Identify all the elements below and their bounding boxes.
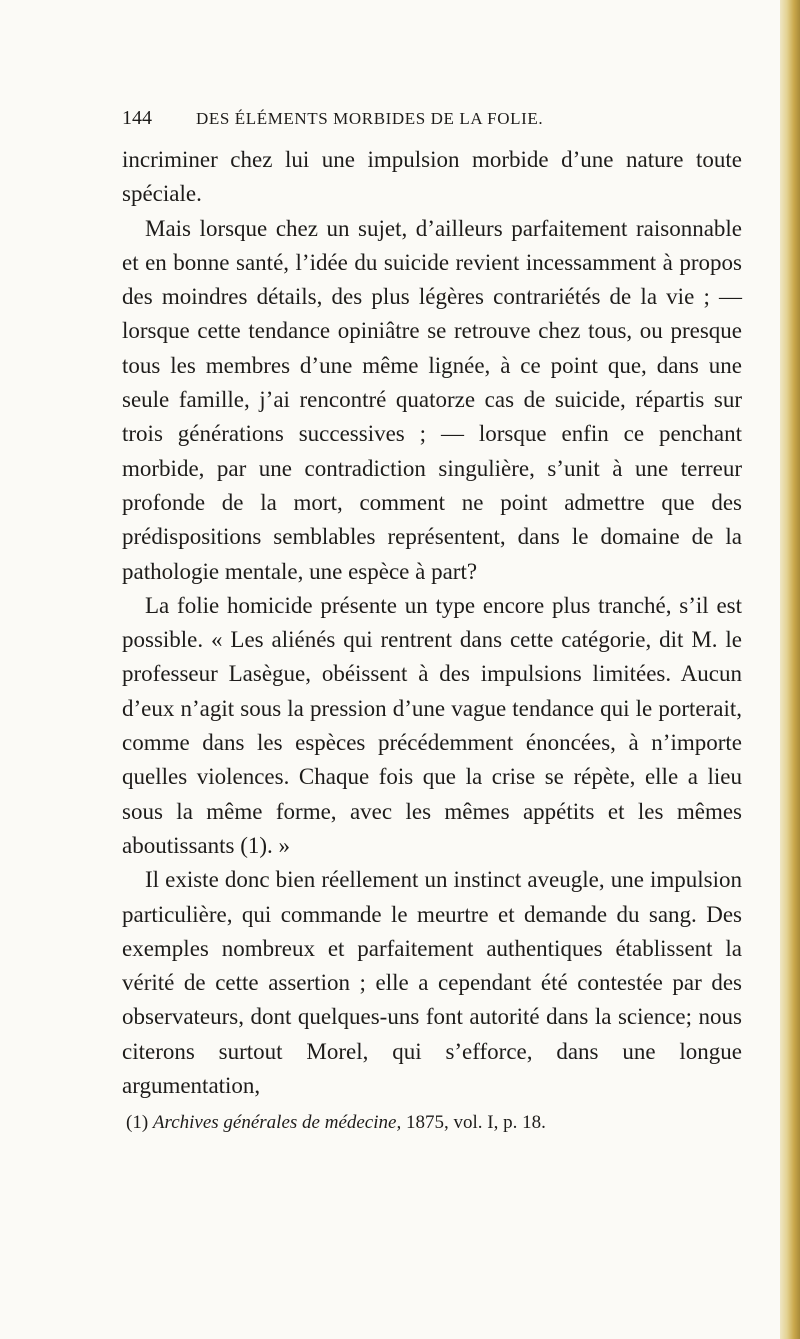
paragraph-1: incriminer chez lui une impulsion morbide d’une nature toute spéciale.: [122, 147, 742, 207]
paragraph-4: Il existe donc bien réellement un instinct aveugle, une impulsion particulière, qui commande le meurtre et demande du sang. Des exemples nombreux et parfaitement authentiques établissent la vérité de cette assertion ; elle a cependant été contestée par des observateurs, dont quelques-uns font autorité dans la science; nous citerons surtout Morel, qui s’efforce, dans une longue argumentation,: [122, 867, 742, 1099]
footnote-source: Archives générales de médecine,: [152, 1112, 402, 1134]
running-title: DES ÉLÉMENTS MORBIDES DE LA FOLIE.: [196, 109, 544, 128]
book-page: [122, 103, 742, 1135]
footnote-details: 1875, vol. I, p. 18.: [405, 1112, 546, 1134]
paragraph-3: La folie homicide présente un type encore plus tranché, s’il est possible. « Les aliénés qui rentrent dans cette catégorie, dit M. le professeur Lasègue, obéissent à des impulsions limitées. Aucun d’eux n’agit sous la pression d’une vague tendance qui le porterait, comme dans les espèces précédemment énoncées, à n’importe quelles violences. Chaque fois que la crise se répète, elle a lieu sous la même forme, avec les mêmes appétits et les mêmes aboutissants (1). »: [122, 592, 742, 858]
body-text: [122, 143, 742, 1103]
footnote: [122, 1111, 742, 1135]
running-head: [122, 103, 742, 143]
footnote-marker: (1): [126, 1112, 149, 1134]
page-number: 144: [122, 107, 152, 129]
paragraph-2: Mais lorsque chez un sujet, d’ailleurs parfaitement raisonnable et en bonne santé, l’idée du suicide revient incessamment à propos des moindres détails, des plus légères contrariétés de la vie ; — lorsque cette tendance opiniâtre se retrouve chez tous, ou presque tous les membres d’une même lignée, à ce point que, dans une seule famille, j’ai rencontré quatorze cas de suicide, répartis sur trois générations successives ; — lorsque enfin ce penchant morbide, par une contradiction singulière, s’unit à une terreur profonde de la mort, comment ne point admettre que des prédispositions semblables représentent, dans le domaine de la pathologie mentale, une espèce à part?: [122, 215, 742, 584]
page-edge: [780, 0, 800, 1339]
